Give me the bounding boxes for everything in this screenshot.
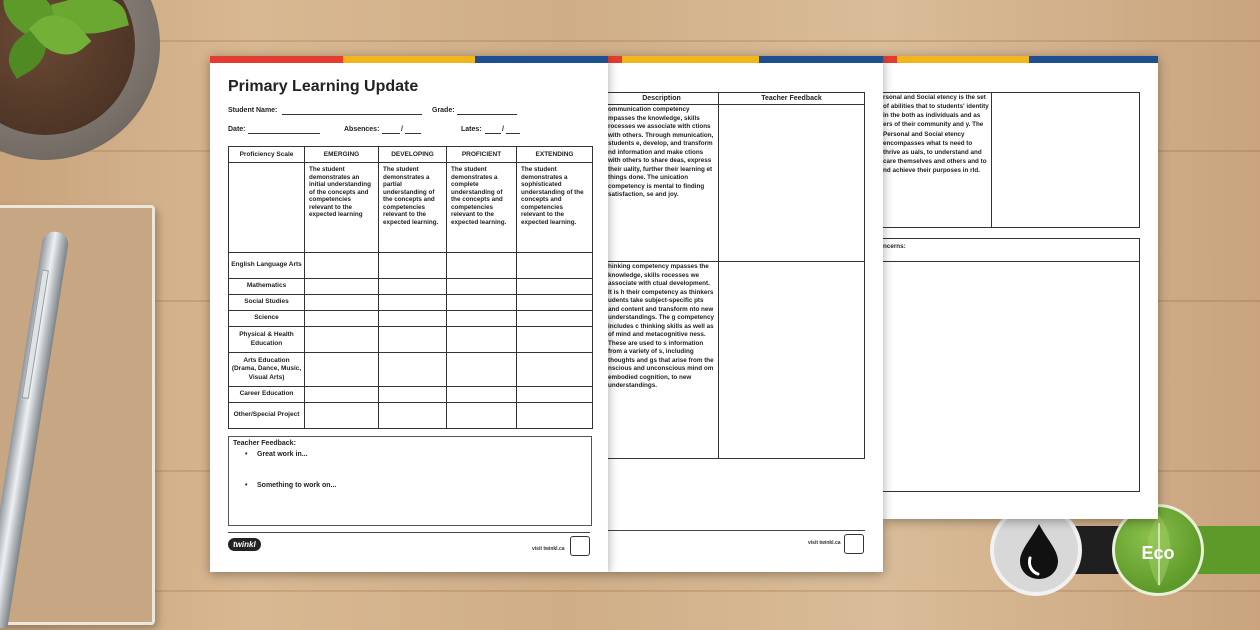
feedback-prompt: Great work in... [257,451,308,458]
absences-total-field[interactable] [405,133,421,134]
competency-table [608,92,865,459]
footer-url: visit twinkl.ca [808,540,841,546]
absences-field[interactable] [382,133,400,134]
proficiency-table [228,146,593,429]
concerns-box[interactable] [883,238,1140,492]
student-name-label: Student Name: [228,107,278,114]
subject-label: Mathematics [229,279,305,295]
rating-cell[interactable] [379,253,447,279]
grade-label: Grade: [432,107,455,114]
table-row [229,279,593,295]
table-header-row [608,93,865,105]
rating-cell[interactable] [379,279,447,295]
color-bar [210,56,608,63]
level-description: The student demonstrates an initial understanding of the concepts and competencies relevant to the expected learning [305,163,379,253]
competency-description: rsonal and Social etency is the set of abilities that to students' identity in the both as individuals and as ers of their community and y. The Personal and Social etency encompasses what ts need to thrive as uals, to understand and care themselves and others and to nd achieve their purposes in rld. [883,94,989,174]
column-header: EMERGING [305,147,379,163]
subject-label: Physical & Health Education [229,327,305,353]
rating-cell[interactable] [379,327,447,353]
rating-cell[interactable] [305,327,379,353]
subject-label: Social Studies [229,295,305,311]
competency-description: hinking competency mpasses the knowledge, skills rocesses we associate with ctual development. It is h their competency as thinkers udents take subject-specific pts and content and transform nto new understandings. The g competency includes c thinking skills as well as of mind and metacognitive ness. These are used to s information from a variety of s, including thoughts and gs that arise from the nscious and unconscious mind om embodied cognition, to new understandings. [608,262,719,459]
date-label: Date: [228,126,246,133]
competency-description: ommunication competency mpasses the knowledge, skills rocesses we associate with ctions with others. Through mmunication, students e, develop, and transform nd information and make ctions with others to share deas, express their uality, further their learning et things done. The unication competency is mental to finding satisfaction, se and joy. [608,105,719,262]
absences-separator: / [401,126,403,133]
table-row [229,353,593,387]
feedback-cell[interactable] [719,105,865,262]
rating-cell[interactable] [517,387,593,403]
seal-icon [844,534,864,554]
twinkl-logo: twinkl [228,538,261,551]
column-header: EXTENDING [517,147,593,163]
feedback-cell[interactable] [719,262,865,459]
grade-field[interactable] [457,114,517,115]
table-row [229,327,593,353]
eco-label: Eco [1141,543,1175,563]
rating-cell[interactable] [379,387,447,403]
ink-drop-icon [1018,522,1060,580]
subject-label: Arts Education (Drama, Dance, Music, Visual Arts) [229,353,305,387]
footer-url: visit twinkl.ca [532,546,565,552]
feedback-cell[interactable] [991,92,1140,228]
rating-cell[interactable] [447,327,517,353]
table-row [608,105,865,262]
rating-cell[interactable] [517,253,593,279]
page-title: Primary Learning Update [228,78,419,95]
rating-cell[interactable] [517,311,593,327]
rating-cell[interactable] [305,253,379,279]
rating-cell[interactable] [517,403,593,429]
table-row [229,387,593,403]
level-description: The student demonstrates a complete understanding of the concepts and competencies relevant to the expected learning. [447,163,517,253]
rating-cell[interactable] [447,387,517,403]
level-description: The student demonstrates a partial understanding of the concepts and competencies relevant to the expected learning. [379,163,447,253]
column-header: Teacher Feedback [719,93,865,105]
bullet-icon: • [245,451,248,458]
rating-cell[interactable] [305,353,379,387]
lates-label: Lates: [461,126,482,133]
page-personal-social [883,56,1158,519]
table-row [608,262,865,459]
description-row [229,163,593,253]
footer-divider [228,532,590,533]
date-field[interactable] [248,133,320,134]
rating-cell[interactable] [305,311,379,327]
bullet-icon: • [245,482,248,489]
subject-label: Career Education [229,387,305,403]
column-header: Proficiency Scale [229,147,305,163]
color-bar [883,56,1158,63]
subject-label: English Language Arts [229,253,305,279]
lates-separator: / [502,126,504,133]
page-primary-learning-update [210,56,608,572]
teacher-feedback-heading: Teacher Feedback: [233,440,296,447]
page-competency-descriptions [608,56,883,572]
rating-cell[interactable] [447,403,517,429]
rating-cell[interactable] [305,387,379,403]
level-description: The student demonstrates a sophisticated understanding of the concepts and competencies relevant to the expected learning. [517,163,593,253]
column-header: PROFICIENT [447,147,517,163]
rating-cell[interactable] [517,353,593,387]
rating-cell[interactable] [447,311,517,327]
concerns-header [883,238,1140,262]
rating-cell[interactable] [447,353,517,387]
table-cell [229,163,305,253]
footer-divider [608,530,865,531]
rating-cell[interactable] [447,295,517,311]
absences-label: Absences: [344,126,380,133]
color-bar [608,56,883,63]
table-row [229,403,593,429]
rating-cell[interactable] [379,353,447,387]
rating-cell[interactable] [447,279,517,295]
rating-cell[interactable] [517,327,593,353]
column-header: DEVELOPING [379,147,447,163]
student-name-field[interactable] [282,114,422,115]
table-row [229,311,593,327]
rating-cell[interactable] [517,279,593,295]
lates-total-field[interactable] [506,133,520,134]
subject-label: Other/Special Project [229,403,305,429]
seal-icon [570,536,590,556]
table-row [229,253,593,279]
rating-cell[interactable] [517,295,593,311]
subject-label: Science [229,311,305,327]
rating-cell[interactable] [379,311,447,327]
rating-cell[interactable] [305,295,379,311]
feedback-prompt: Something to work on... [257,482,337,489]
rating-cell[interactable] [305,279,379,295]
rating-cell[interactable] [379,403,447,429]
rating-cell[interactable] [305,403,379,429]
table-header-row [229,147,593,163]
lates-field[interactable] [485,133,501,134]
concerns-label: ncerns: [883,243,906,250]
wood-grain [0,40,1260,42]
table-row [229,295,593,311]
teacher-feedback-box[interactable] [228,436,592,526]
wood-grain [0,590,1260,592]
rating-cell[interactable] [379,295,447,311]
column-header: Description [608,93,719,105]
rating-cell[interactable] [447,253,517,279]
